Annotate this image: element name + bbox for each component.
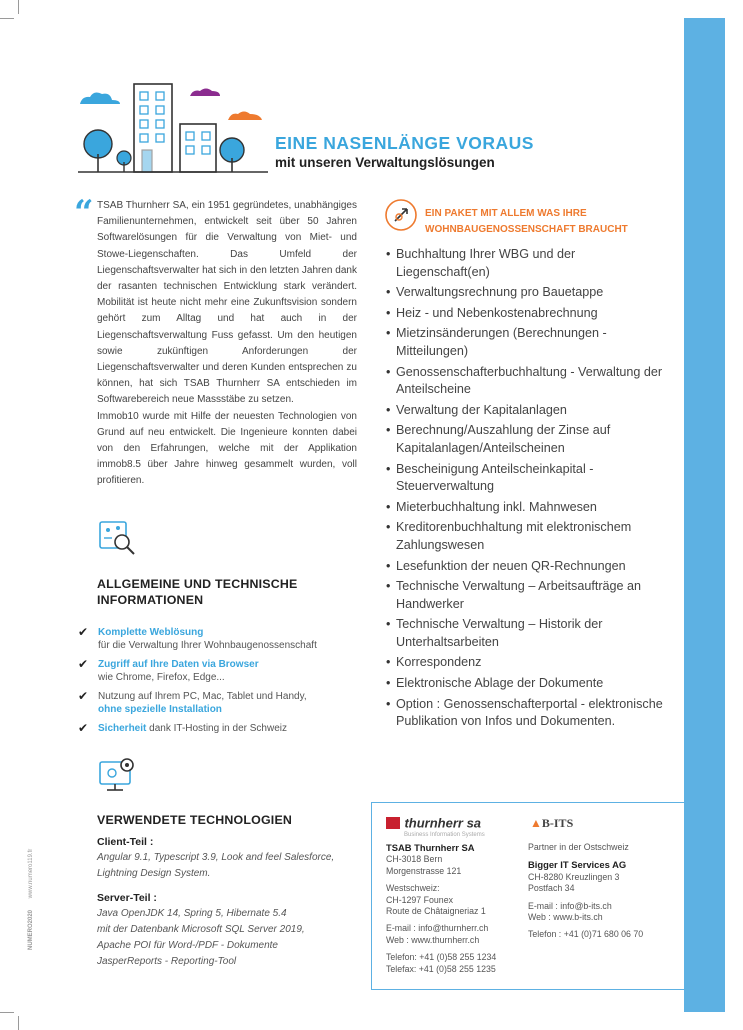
package-heading-line2: WOHNBAUGENOSSENSCHAFT BRAUCHT xyxy=(425,224,628,235)
bits-logo xyxy=(530,816,573,831)
list-item: • Verwaltung der Kapitalanlagen xyxy=(386,402,666,420)
list-item: • Verwaltungsrechnung pro Bauetappe xyxy=(386,284,666,302)
feature-highlight: Komplette Weblösung xyxy=(98,627,204,638)
crop-mark xyxy=(0,18,14,19)
feature-text: dank IT-Hosting in der Schweiz xyxy=(149,723,287,734)
list-item: • Bescheinigung Anteilscheinkapital - Steuerverwaltung xyxy=(386,461,666,496)
page-subtitle: mit unseren Verwaltungslösungen xyxy=(275,155,495,170)
list-item: • Lesefunktion der neuen QR-Rechnungen xyxy=(386,558,666,576)
thurnherr-logo-text: thurnherr sa xyxy=(404,815,482,831)
server-line: JasperReports - Reporting-Tool xyxy=(97,956,237,967)
phone-number: Telefon : +41 (0)71 680 06 70 xyxy=(528,929,644,940)
side-note-url: www.numero119.fr xyxy=(28,848,34,899)
server-line: Java OpenJDK 14, Spring 5, Hibernate 5.4 xyxy=(97,908,287,919)
package-heading-line1: EIN PAKET MIT ALLEM WAS IHRE xyxy=(425,208,587,219)
list-item: • Buchhaltung Ihrer WBG und der Liegenschaft(en) xyxy=(386,246,666,281)
address-line: CH-3018 Bern xyxy=(386,854,443,865)
list-item xyxy=(78,626,358,652)
side-note-code: NUMERO2020 xyxy=(28,909,34,950)
list-item: • Option : Genossenschafterportal - elektronische Publikation von Infos und Dokumenten. xyxy=(386,696,666,731)
rocket-icon xyxy=(384,198,418,232)
list-item xyxy=(78,658,358,684)
page-title: EINE NASENLÄNGE VORAUS xyxy=(275,133,534,153)
address-line: CH-1297 Founex xyxy=(386,894,453,905)
quote-icon: “ xyxy=(74,193,94,233)
right-color-bar xyxy=(684,18,725,1012)
client-line: Lightning Design System. xyxy=(97,868,211,879)
list-item: • Elektronische Ablage der Dokumente xyxy=(386,675,666,693)
list-item: • Technische Verwaltung – Arbeitsaufträge an Handwerker xyxy=(386,578,666,613)
email-link[interactable]: E-mail : info@thurnherr.ch xyxy=(386,923,489,934)
check-icon: ✔ xyxy=(78,657,89,671)
web-link[interactable]: Web : www.thurnherr.ch xyxy=(386,934,480,945)
list-item: • Technische Verwaltung – Historik der Unterhaltsarbeiten xyxy=(386,616,666,651)
feature-text: wie Chrome, Firefox, Edge... xyxy=(98,672,225,683)
address-line: Route de Châtaigneriaz 1 xyxy=(386,906,486,917)
feature-highlight: Sicherheit xyxy=(98,723,147,734)
address-label: Westschweiz: xyxy=(386,883,440,894)
web-link[interactable]: Web : www.b-its.ch xyxy=(528,912,603,923)
fax-number: Telefax: +41 (0)58 255 1235 xyxy=(386,963,496,974)
company-name: TSAB Thurnherr SA xyxy=(386,842,475,853)
intro-text xyxy=(97,198,357,490)
intro-paragraph-1: TSAB Thurnherr SA, ein 1951 gegründetes, unabhängiges Familienunternehmen, entwickelt seit über 50 Jahren Softwarelösungen für die Verwaltung von Miet- und Stowe-Liegenschaften. Das Umfeld der Liegenschaftsverwalter hat sich in den letzten Jahren dank der rasanten technischen Entwicklung stark verändert. Mobilität ist heute nicht mehr eine Zukunftsvision sondern gehört zum Alltag und hat auch in der Liegenschaftsverwaltung Fuss gefasst. Um den heutigen sowie zukünftigen Anforderungen der Liegenschaftsverwalter und deren Kunden entsprechen zu können, hat sich TSAB Thurnherr SA entschieden im Softwarebereich neue Massstäbe zu setzen. xyxy=(97,200,357,406)
feature-list xyxy=(78,626,358,741)
list-item: • Mieterbuchhaltung inkl. Mahnwesen xyxy=(386,499,666,517)
thurnherr-logo-icon xyxy=(386,817,400,829)
feature-text: für die Verwaltung Ihrer Wohnbaugenossenschaft xyxy=(98,640,317,651)
email-link[interactable]: E-mail : info@b-its.ch xyxy=(528,900,612,911)
partner-label: Partner in der Ostschweiz xyxy=(528,842,629,852)
feature-highlight: Zugriff auf Ihre Daten via Browser xyxy=(98,659,259,670)
package-heading xyxy=(425,206,665,238)
server-label: Server-Teil : xyxy=(97,892,157,904)
list-item: • Berechnung/Auszahlung der Zinse auf Kapitalanlagen/Anteilscheinen xyxy=(386,422,666,457)
list-item: • Korrespondenz xyxy=(386,654,666,672)
package-bullet-list xyxy=(386,246,666,734)
city-illustration-icon xyxy=(78,84,268,176)
technologies-heading: VERWENDETE TECHNOLOGIEN xyxy=(97,813,293,827)
list-item xyxy=(78,690,358,716)
list-item: • Kreditorenbuchhaltung mit elektronischem Zahlungswesen xyxy=(386,519,666,554)
feature-highlight: ohne spezielle Installation xyxy=(98,704,222,715)
bits-logo-icon: ▲ xyxy=(530,816,542,830)
address-line: Postfach 34 xyxy=(528,883,575,894)
check-icon: ✔ xyxy=(78,625,89,639)
crop-mark xyxy=(18,1016,19,1030)
thurnherr-logo-tagline: Business Information Systems xyxy=(404,832,485,838)
client-label: Client-Teil : xyxy=(97,836,154,848)
monitor-gears-icon xyxy=(98,756,138,796)
check-icon: ✔ xyxy=(78,721,89,735)
thurnherr-logo xyxy=(386,814,485,838)
feature-text: Nutzung auf Ihrem PC, Mac, Tablet und Handy, xyxy=(98,691,307,702)
crop-mark xyxy=(0,1012,14,1013)
technologies-details xyxy=(97,834,357,970)
company-name: Bigger IT Services AG xyxy=(528,859,627,871)
client-line: Angular 9.1, Typescript 3.9, Look and feel Salesforce, xyxy=(97,852,335,863)
check-icon: ✔ xyxy=(78,689,89,703)
bits-logo-text: B-ITS xyxy=(541,816,574,830)
address-line: CH-8280 Kreuzlingen 3 xyxy=(528,871,620,882)
address-line: Morgenstrasse 121 xyxy=(386,865,462,876)
general-heading xyxy=(97,576,298,608)
server-line: mit der Datenbank Microsoft SQL Server 2019, xyxy=(97,924,305,935)
general-heading-line1: ALLGEMEINE UND TECHNISCHE xyxy=(97,577,298,591)
general-heading-line2: INFORMATIONEN xyxy=(97,593,204,607)
intro-paragraph-2: Immob10 wurde mit Hilfe der neuesten Technologien von Grund auf neu entwickelt. Die Ingenieure konnten dabei von den Erfahrungen, welche mit der Applikation immob8.5 über Jahre hinweg gesammelt wurden, voll profitieren. xyxy=(97,410,357,487)
phone-number: Telefon: +41 (0)58 255 1234 xyxy=(386,952,497,963)
thurnherr-contact xyxy=(386,842,536,975)
list-item: • Heiz - und Nebenkostenabrechnung xyxy=(386,305,666,323)
server-line: Apache POI für Word-/PDF - Dokumente xyxy=(97,940,278,951)
list-item xyxy=(78,722,358,735)
magnifier-document-icon xyxy=(98,520,136,556)
list-item: • Genossenschafterbuchhaltung - Verwaltung der Anteilscheine xyxy=(386,364,666,399)
list-item: • Mietzinsänderungen (Berechnungen - Mitteilungen) xyxy=(386,325,666,360)
crop-mark xyxy=(18,0,19,14)
side-note xyxy=(28,849,34,950)
bits-contact xyxy=(528,842,678,941)
